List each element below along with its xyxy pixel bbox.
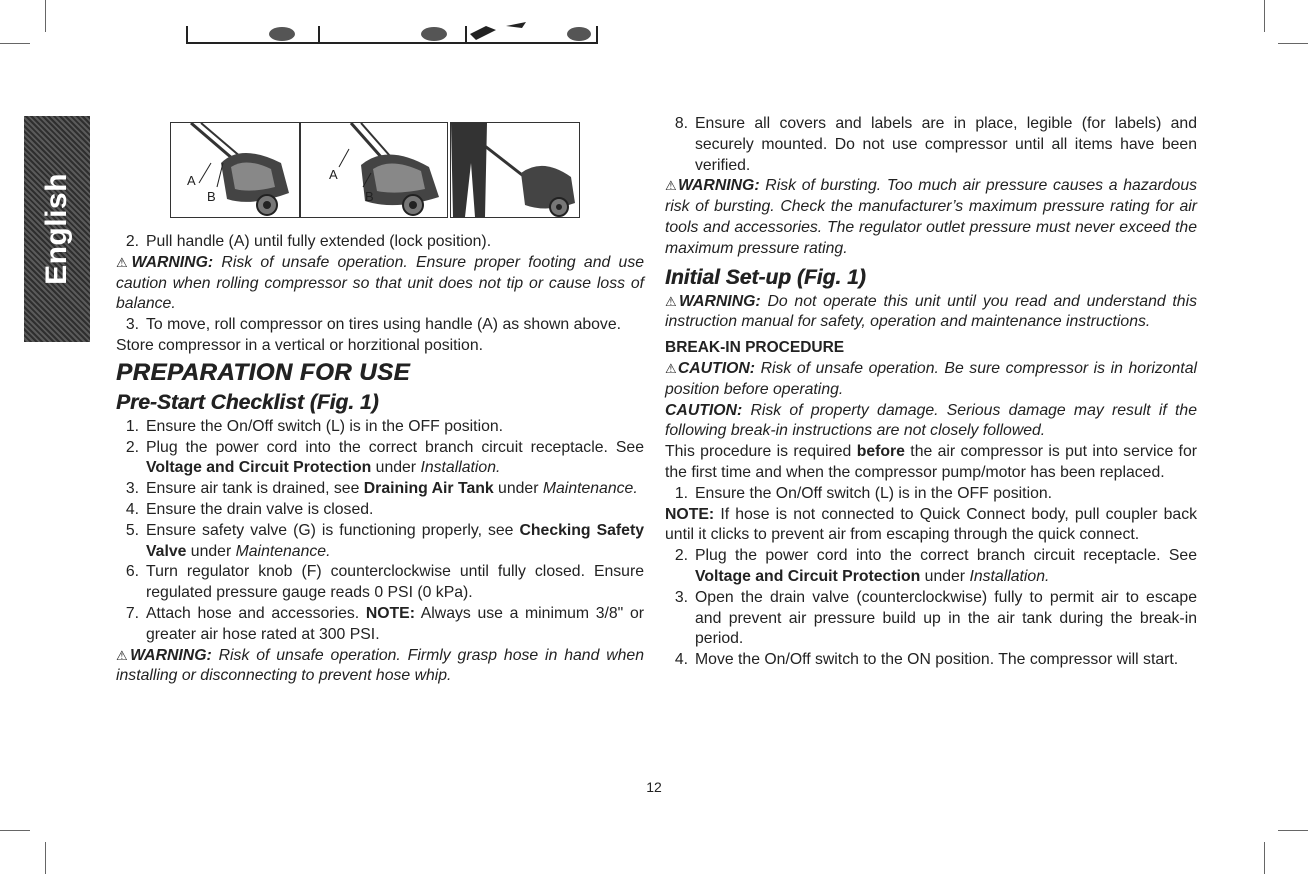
list-text bbox=[146, 521, 644, 563]
list-text: Ensure all covers and labels are in place, legible (for labels) and securely mounted. Do not use compressor until all items have been verified. bbox=[695, 115, 1197, 174]
crop-mark bbox=[1264, 842, 1265, 874]
list-text: Pull handle (A) until fully extended (lock position). bbox=[146, 233, 492, 250]
cross-reference: Draining Air Tank bbox=[363, 480, 494, 498]
note-text: If hose is not connected to Quick Connect body, pull coupler back until it clicks to prevent air from escaping through the quick connect. bbox=[665, 505, 1197, 544]
list-item bbox=[116, 562, 644, 604]
list-number: 6. bbox=[125, 563, 139, 581]
list-number: 3. bbox=[674, 588, 688, 606]
emphasis: before bbox=[856, 443, 905, 461]
section-reference: Installation. bbox=[969, 567, 1050, 585]
figure-label-a: A bbox=[187, 173, 196, 188]
list-item bbox=[116, 604, 644, 646]
list-item bbox=[665, 650, 1197, 671]
warning-label: WARNING: bbox=[679, 292, 761, 310]
list-number: 3. bbox=[125, 316, 139, 334]
caution-label: CAUTION: bbox=[665, 401, 743, 419]
list-text bbox=[695, 546, 1197, 588]
list-text: Move the On/Off switch to the ON position. The compressor will start. bbox=[695, 651, 1179, 669]
section-reference: Maintenance. bbox=[235, 542, 331, 560]
cross-reference: Voltage and Circuit Protection bbox=[695, 567, 921, 585]
list-item bbox=[116, 521, 644, 563]
list-item bbox=[116, 438, 644, 480]
right-column bbox=[665, 114, 1197, 671]
warning-label: WARNING: bbox=[131, 253, 214, 271]
list-text bbox=[146, 604, 644, 646]
figure-handle-extended bbox=[300, 122, 448, 218]
warning-read-manual bbox=[665, 292, 1197, 334]
compressor-illustration bbox=[171, 123, 299, 217]
language-tab bbox=[24, 116, 90, 342]
person-rolling-compressor-illustration bbox=[451, 123, 579, 217]
list-text bbox=[146, 438, 644, 480]
list-text: To move, roll compressor on tires using handle (A) as shown above. bbox=[146, 316, 622, 334]
heading-preparation: PREPARATION FOR USE bbox=[116, 358, 410, 386]
note-label: NOTE: bbox=[665, 505, 715, 523]
caution-text: Risk of unsafe operation. Be sure compressor is in horizontal position before operating. bbox=[665, 359, 1197, 398]
list-item bbox=[665, 588, 1197, 650]
section-reference: Installation. bbox=[420, 459, 501, 477]
text-run: under bbox=[186, 542, 236, 560]
text-run: the air compressor is put into service for the first time and when the compressor pump/motor has been replaced. bbox=[665, 443, 1197, 481]
text-run: Plug the power cord into the correct branch circuit receptacle. See bbox=[695, 547, 1197, 565]
list-number: 2. bbox=[125, 438, 139, 456]
crop-mark bbox=[1278, 43, 1308, 44]
text-run: Ensure safety valve (G) is functioning properly, see bbox=[146, 521, 520, 539]
warning-icon: ⚠ bbox=[116, 647, 131, 663]
cross-reference: Voltage and Circuit Protection bbox=[146, 459, 372, 477]
list-item bbox=[116, 479, 644, 500]
list-item bbox=[116, 232, 644, 253]
warning-label: WARNING: bbox=[677, 177, 760, 195]
warning-icon: ⚠ bbox=[665, 360, 678, 376]
list-text: Ensure the drain valve is closed. bbox=[146, 500, 374, 518]
list-item bbox=[665, 546, 1197, 588]
list-text: Ensure the On/Off switch (L) is in the OFF position. bbox=[695, 484, 1053, 502]
crop-mark bbox=[1278, 830, 1308, 831]
list-number: 8. bbox=[674, 115, 688, 132]
crop-mark bbox=[0, 43, 30, 44]
list-number: 2. bbox=[674, 547, 688, 565]
caution-horizontal-position bbox=[665, 359, 1197, 401]
caution-property-damage bbox=[665, 401, 1197, 443]
list-item bbox=[116, 500, 644, 521]
text-run: Always use a minimum 3/8" or greater air hose rated at 300 PSI. bbox=[146, 604, 644, 643]
list-number: 4. bbox=[674, 651, 688, 669]
crop-mark bbox=[45, 0, 46, 32]
figure-pull-handle bbox=[170, 122, 300, 218]
top-figure-strip bbox=[186, 0, 598, 44]
warning-text: Risk of unsafe operation. Ensure proper footing and use caution when rolling compressor so that unit does not tip or cause loss of balance. bbox=[116, 253, 645, 313]
text-run: under bbox=[920, 567, 970, 585]
figure-label-b: B bbox=[365, 189, 374, 204]
procedure-paragraph bbox=[665, 442, 1197, 484]
list-item bbox=[665, 484, 1197, 505]
list-text: Ensure the On/Off switch (L) is in the OFF position. bbox=[146, 417, 504, 435]
text-run: Attach hose and accessories. bbox=[146, 604, 366, 622]
figure-rolling-compressor bbox=[450, 122, 580, 218]
warning-text: Risk of bursting. Too much air pressure causes a hazardous risk of bursting. Check the manufacturer’s maximum pressure rating for air tools and accessories. The regulator outlet pressure must never exceed the maximum pressure rating. bbox=[665, 177, 1198, 257]
warning-icon: ⚠ bbox=[665, 293, 680, 309]
left-column bbox=[116, 232, 644, 687]
text-run: Ensure air tank is drained, see bbox=[146, 480, 364, 498]
caution-text: Risk of property damage. Serious damage may result if the following break-in instructions are not closely followed. bbox=[665, 401, 1197, 440]
warning-icon: ⚠ bbox=[665, 178, 678, 194]
list-text: Turn regulator knob (F) counterclockwise until fully closed. Ensure regulated pressure gauge reads 0 PSI (0 kPa). bbox=[146, 563, 644, 602]
page-number: 12 bbox=[646, 779, 662, 795]
list-number: 1. bbox=[674, 484, 688, 502]
warning-hose-whip bbox=[116, 646, 644, 688]
list-number: 1. bbox=[125, 417, 139, 435]
warning-unsafe-operation bbox=[116, 253, 644, 315]
list-number: 4. bbox=[125, 500, 139, 518]
text-run: This procedure is required bbox=[665, 443, 857, 461]
crop-mark bbox=[0, 830, 30, 831]
list-number: 7. bbox=[125, 604, 139, 622]
warning-label: WARNING: bbox=[130, 646, 212, 664]
warning-text: Risk of unsafe operation. Firmly grasp hose in hand when installing or disconnecting to prevent hose whip. bbox=[116, 646, 644, 685]
text-run: Plug the power cord into the correct branch circuit receptacle. See bbox=[146, 438, 644, 456]
heading-break-in-procedure: BREAK-IN PROCEDURE bbox=[665, 339, 845, 357]
list-item bbox=[665, 114, 1197, 176]
note-label: NOTE: bbox=[365, 604, 415, 622]
list-item bbox=[116, 315, 644, 336]
section-reference: Maintenance. bbox=[542, 480, 638, 498]
storage-note: Store compressor in a vertical or horzitional position. bbox=[116, 336, 483, 354]
list-number: 2. bbox=[125, 233, 139, 250]
figure-label-b: B bbox=[207, 189, 216, 204]
text-run: under bbox=[371, 459, 421, 477]
text-run: under bbox=[493, 480, 543, 498]
cross-reference: Checking Safety Valve bbox=[146, 521, 645, 560]
warning-bursting bbox=[665, 176, 1197, 259]
note-paragraph bbox=[665, 505, 1197, 547]
language-tab-label: English bbox=[40, 173, 73, 285]
list-item bbox=[116, 417, 644, 438]
crop-mark bbox=[45, 842, 46, 874]
heading-initial-setup: Initial Set-up (Fig. 1) bbox=[665, 265, 866, 289]
list-number: 5. bbox=[125, 521, 139, 539]
list-text: Open the drain valve (counterclockwise) fully to permit air to escape and prevent air pressure build up in the air tank during the break-in period. bbox=[695, 588, 1197, 648]
list-text bbox=[146, 479, 644, 500]
list-number: 3. bbox=[125, 480, 139, 498]
crop-mark bbox=[1264, 0, 1265, 32]
heading-pre-start-checklist: Pre-Start Checklist (Fig. 1) bbox=[116, 390, 379, 414]
caution-label: CAUTION: bbox=[677, 359, 756, 377]
compressor-illustration bbox=[301, 123, 447, 217]
warning-icon: ⚠ bbox=[116, 254, 132, 270]
warning-text: Do not operate this unit until you read and understand this instruction manual for safety, operation and maintenance instructions. bbox=[665, 292, 1197, 331]
figure-label-a: A bbox=[329, 167, 338, 182]
